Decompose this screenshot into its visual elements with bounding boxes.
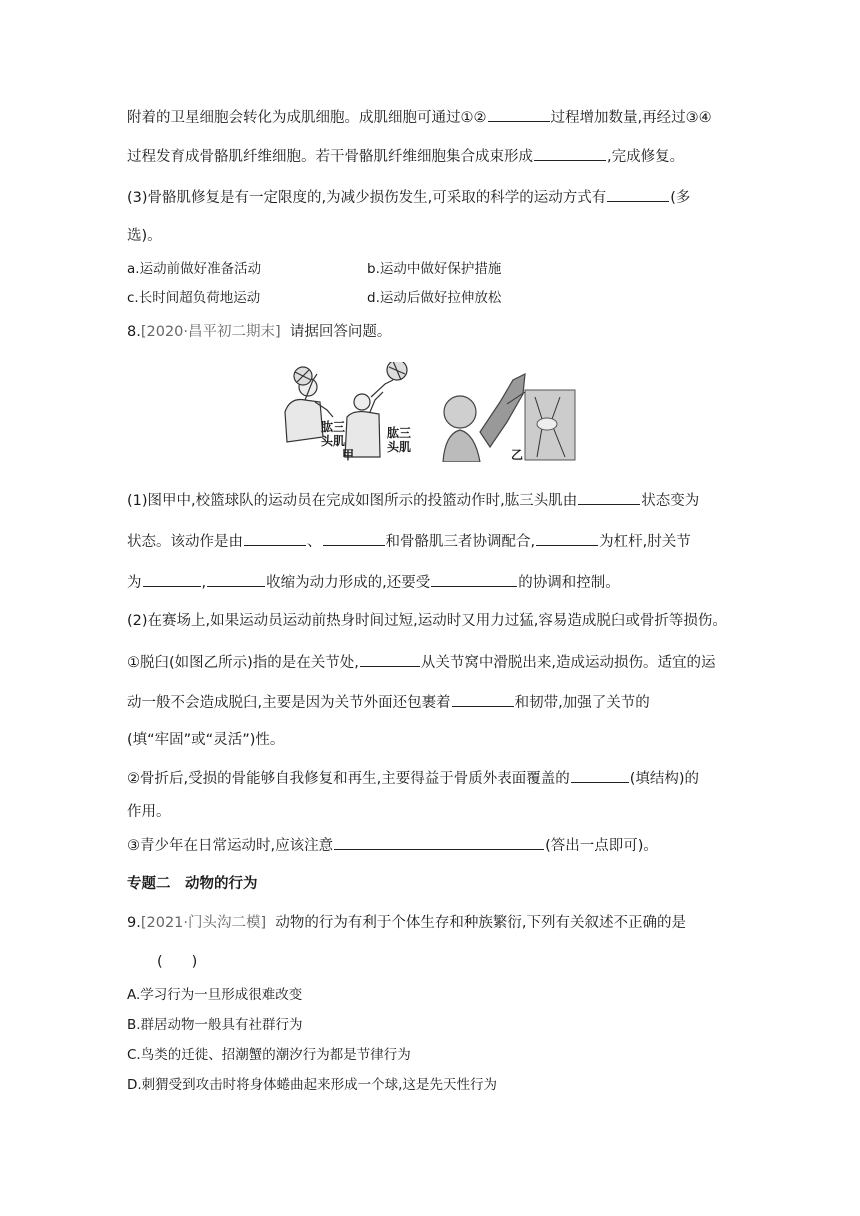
answer-blank[interactable]: [536, 531, 598, 546]
q8-text: ③青少年在日常运动时,应该注意: [127, 838, 334, 854]
label-jia: 甲: [342, 448, 355, 462]
q8-text: 、: [307, 534, 322, 550]
q9-option-d[interactable]: D.刺猬受到攻击时将身体蜷曲起来形成一个球,这是先天性行为: [127, 1077, 497, 1093]
q8-part1-line3: [127, 572, 620, 593]
q7-text: 过程增加数量,再经过③④: [550, 110, 712, 126]
q8-part2-2-line2: 作用。: [127, 804, 171, 820]
q8-text: 的协调和控制。: [518, 575, 620, 591]
q9-option-b[interactable]: B.群居动物一般具有社群行为: [127, 1017, 303, 1033]
answer-blank[interactable]: [334, 835, 544, 850]
answer-blank[interactable]: [578, 490, 640, 505]
answer-blank[interactable]: [452, 692, 514, 707]
question-stem: 请据回答问题。: [289, 324, 392, 340]
question-number: 9.: [127, 915, 141, 931]
option-d[interactable]: d.运动后做好拉伸放松: [367, 290, 502, 306]
q7-line-2: [127, 146, 684, 167]
answer-blank[interactable]: [244, 531, 306, 546]
q8-text: 为: [127, 575, 142, 591]
q8-part2-1-line3: (填“牢固”或“灵活”)性。: [127, 732, 285, 748]
q8-part2-1-line1: [127, 652, 716, 673]
answer-blank[interactable]: [143, 572, 201, 587]
q7-part3-text: 选)。: [127, 228, 162, 244]
q8-text: 和骨骼肌三者协调配合,: [385, 534, 536, 550]
q8-text: (填结构)的: [629, 771, 700, 787]
q8-part2-2-line1: [127, 768, 699, 789]
q7-part3-text: (3)骨骼肌修复是有一定限度的,为减少损伤发生,可采取的科学的运动方式有: [127, 190, 607, 206]
q8-part2-3-line: [127, 835, 658, 856]
q8-header: [127, 322, 391, 342]
answer-blank[interactable]: [534, 146, 606, 161]
q8-text: 为杠杆,肘关节: [599, 534, 691, 550]
q8-text: 动一般不会造成脱臼,主要是因为关节外面还包裹着: [127, 695, 451, 711]
q8-text: 收缩为动力形成的,还要受: [266, 575, 431, 591]
answer-blank[interactable]: [360, 652, 420, 667]
q7-text: 过程发育成骨骼肌纤维细胞。若干骨骼肌纤维细胞集合成束形成: [127, 149, 533, 165]
option-b[interactable]: b.运动中做好保护措施: [367, 261, 502, 277]
answer-blank[interactable]: [571, 768, 629, 783]
q8-part1-line1: [127, 490, 699, 511]
q8-text: (答出一点即可)。: [545, 838, 658, 854]
answer-blank[interactable]: [323, 531, 385, 546]
q7-part3-text: (多: [670, 190, 691, 206]
q7-line-1: [127, 107, 712, 128]
answer-blank[interactable]: [607, 187, 669, 202]
q8-text: 状态变为: [641, 493, 700, 509]
q9-header: [127, 913, 686, 933]
q8-text: ②骨折后,受损的骨能够自我修复和再生,主要得益于骨质外表面覆盖的: [127, 771, 570, 787]
q8-part2-1-line2: [127, 692, 650, 713]
q7-part3-line: [127, 187, 690, 208]
section-heading: 专题二 动物的行为: [127, 876, 258, 892]
q8-text: 状态。该动作是由: [127, 534, 243, 550]
q8-part1-line2: [127, 531, 691, 552]
q8-text: (1)图甲中,校篮球队的运动员在完成如图所示的投篮动作时,肱三头肌由: [127, 493, 578, 509]
q8-text: ,: [201, 575, 207, 591]
q8-text: ①脱臼(如图乙所示)指的是在关节处,: [127, 655, 359, 671]
q7-text: 附着的卫星细胞会转化为成肌细胞。成肌细胞可通过①②: [127, 110, 487, 126]
question-stem: 动物的行为有利于个体生存和种族繁衍,下列有关叙述不正确的是: [275, 915, 686, 931]
answer-blank[interactable]: [488, 107, 550, 122]
q7-part3-line2: [127, 226, 162, 246]
q8-part2-line: (2)在赛场上,如果运动员运动前热身时间过短,运动时又用力过猛,容易造成脱臼或骨折等损伤。: [127, 613, 727, 629]
q8-text: 和韧带,加强了关节的: [514, 695, 650, 711]
q9-option-a[interactable]: A.学习行为一旦形成很难改变: [127, 987, 303, 1003]
label-triceps-2: 肱三头肌: [387, 426, 412, 454]
question-source: [2021·门头沟二模]: [140, 915, 267, 931]
option-a[interactable]: a.运动前做好准备活动: [127, 261, 262, 277]
q9-answer-paren[interactable]: ( ): [157, 954, 198, 970]
label-triceps-1: 肱三头肌: [321, 420, 346, 448]
q7-text: ,完成修复。: [607, 149, 685, 165]
question-number: 8.: [127, 324, 141, 340]
question-source: [2020·昌平初二期末]: [140, 324, 281, 340]
answer-blank[interactable]: [431, 572, 517, 587]
label-yi: 乙: [511, 448, 524, 462]
q9-option-c[interactable]: C.鸟类的迁徙、招潮蟹的潮汐行为都是节律行为: [127, 1047, 411, 1063]
answer-blank[interactable]: [207, 572, 265, 587]
q8-figure: [275, 362, 585, 462]
q8-text: 从关节窝中滑脱出来,造成运动损伤。适宜的运: [420, 655, 716, 671]
option-c[interactable]: c.长时间超负荷地运动: [127, 290, 261, 306]
